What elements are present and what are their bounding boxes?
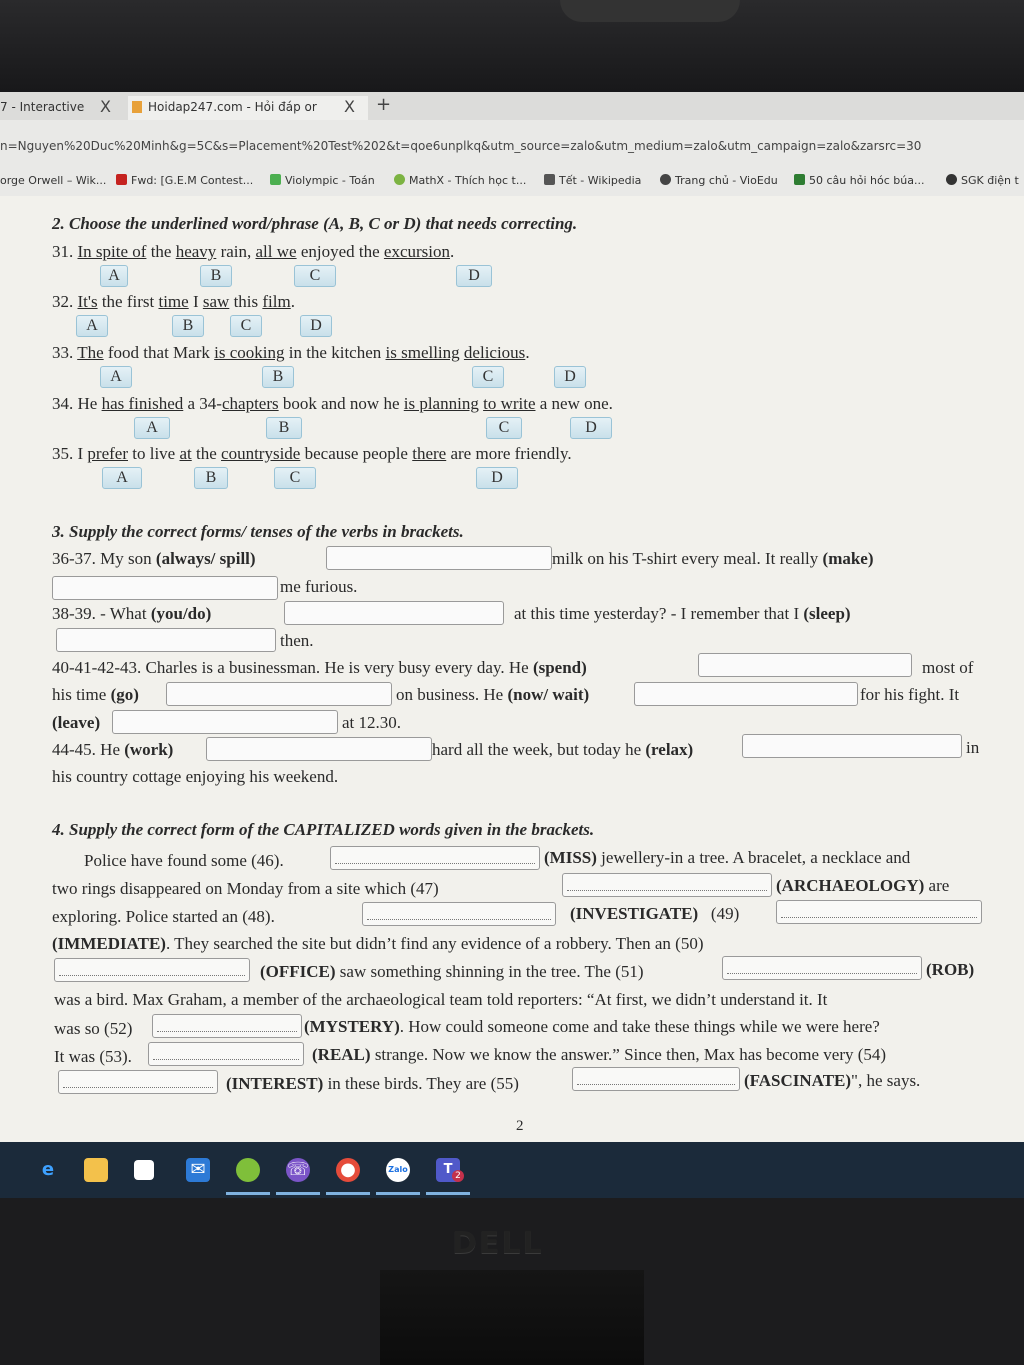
passage-line1: Police have found some (46). (84, 851, 284, 870)
monitor-bezel-top (0, 0, 1024, 92)
answer-49-input[interactable] (776, 900, 982, 924)
tab-label: Hoidap247.com - Hỏi đáp or (148, 100, 317, 114)
passage-line2-end: (ARCHAEOLOGY) are (776, 876, 950, 895)
question-40-43-line1-end: most of (922, 658, 974, 677)
passage-line4: (IMMEDIATE). They searched the site but didn’t find any evidence of a robbery. Then an (50) (52, 934, 704, 953)
passage-line8-end: (REAL) strange. Now we know the answer.” Since then, Max has become very (54) (312, 1045, 887, 1064)
answer-41-input[interactable] (166, 682, 392, 706)
question-36-37-line1-end: milk on his T-shirt every meal. It really (make) (552, 549, 874, 568)
q31-option-d[interactable]: D (456, 265, 492, 287)
question-31: 31. In spite of the heavy rain, all we enjoyed the excursion. (52, 242, 455, 261)
answer-43-input[interactable] (112, 710, 338, 734)
sgk-icon (946, 174, 957, 185)
passage-line8: It was (53). (54, 1047, 132, 1066)
store-icon[interactable] (134, 1160, 154, 1180)
wikipedia-icon (544, 174, 555, 185)
q32-option-c[interactable]: C (230, 315, 262, 337)
gmail-icon (116, 174, 127, 185)
answer-46-input[interactable] (330, 846, 540, 870)
bookmark-mathx[interactable] (394, 170, 526, 192)
edge-icon[interactable]: e (41, 1159, 55, 1180)
windows-taskbar (0, 1142, 1024, 1198)
bookmarks-bar (0, 170, 1024, 192)
question-36-37-line2: me furious. (280, 577, 358, 596)
tab-label: 7 - Interactive (0, 100, 85, 114)
zalo-icon[interactable]: Zalo (386, 1158, 410, 1182)
passage-line7-end: (MYSTERY). How could someone come and take these things while we were here? (304, 1017, 880, 1036)
question-35: 35. I prefer to live at the countryside because people there are more friendly. (52, 444, 572, 463)
tab-interactive[interactable] (0, 96, 128, 120)
q34-option-b[interactable]: B (266, 417, 302, 439)
passage-line5-end: (ROB) (926, 960, 975, 979)
q34-option-c[interactable]: C (486, 417, 522, 439)
bookmark-gem-contest[interactable] (116, 170, 253, 192)
question-44-45-line1-mid: hard all the week, but today he (relax) (432, 740, 694, 759)
screen (0, 92, 1024, 1198)
bookmark-label: MathX - Thích học t... (409, 174, 527, 187)
passage-line9-end: (FASCINATE)", he says. (744, 1071, 921, 1090)
answer-50-input[interactable] (54, 958, 250, 982)
answer-51-input[interactable] (722, 956, 922, 980)
chrome-icon[interactable]: ● (336, 1158, 360, 1182)
mathx-icon (394, 174, 405, 185)
new-tab-button[interactable]: + (376, 94, 392, 115)
q34-option-d[interactable]: D (570, 417, 612, 439)
bookmark-label: Tết - Wikipedia (559, 174, 642, 187)
house-icon (794, 174, 805, 185)
vioedu-icon (660, 174, 671, 185)
q35-option-b[interactable]: B (194, 467, 228, 489)
active-app-indicator (426, 1192, 470, 1195)
question-38-39-line1-end: at this time yesterday? - I remember that I (sleep) (514, 604, 851, 623)
url-text: n=Nguyen%20Duc%20Minh&g=5C&s=Placement%20Test%202&t=qoe6unplkq&utm_source=zalo&utm_medium=zalo&utm_campaign=zalo&zarsrc=30 (0, 139, 922, 153)
question-44-45-line1-end: in (966, 738, 980, 757)
answer-47-input[interactable] (562, 873, 772, 897)
q33-option-d[interactable]: D (554, 366, 586, 388)
close-tab-icon[interactable]: X (344, 97, 355, 116)
question-44-45-line2: his country cottage enjoying his weekend. (52, 767, 339, 786)
bookmark-label: SGK điện t (961, 174, 1019, 187)
passage-line1-end: (MISS) jewellery-in a tree. A bracelet, a necklace and (544, 848, 911, 867)
teams-icon[interactable]: T (436, 1158, 460, 1182)
q31-option-a[interactable]: A (100, 265, 128, 287)
answer-55-input[interactable] (572, 1067, 740, 1091)
tab-hoidap247[interactable] (128, 96, 368, 120)
answer-36-input[interactable] (326, 546, 552, 570)
answer-44-input[interactable] (206, 737, 432, 761)
question-34: 34. He has finished a 34-chapters book and now he is planning to write a new one. (52, 394, 613, 413)
bookmark-label: Trang chủ - VioEdu (675, 174, 778, 187)
answer-48-input[interactable] (362, 902, 556, 926)
answer-40-input[interactable] (698, 653, 912, 677)
q32-option-a[interactable]: A (76, 315, 108, 337)
answer-42-input[interactable] (634, 682, 858, 706)
active-app-indicator (376, 1192, 420, 1195)
mail-icon[interactable]: ✉ (186, 1158, 210, 1182)
answer-45-input[interactable] (742, 734, 962, 758)
file-explorer-icon[interactable] (84, 1158, 108, 1182)
q35-option-d[interactable]: D (476, 467, 518, 489)
question-36-37-line1: 36-37. My son (always/ spill) (52, 549, 256, 568)
question-38-39-line1: 38-39. - What (you/do) (52, 604, 212, 623)
webcam (560, 0, 740, 22)
close-tab-icon[interactable]: X (100, 97, 111, 116)
bookmark-orwell[interactable] (0, 170, 106, 192)
section4-title: 4. Supply the correct form of the CAPITALIZED words given in the brackets. (52, 820, 595, 839)
bookmark-tet-wikipedia[interactable] (544, 170, 641, 192)
passage-line5: (OFFICE) saw something shinning in the tree. The (51) (260, 962, 644, 981)
active-app-indicator (326, 1192, 370, 1195)
question-33: 33. The food that Mark is cooking in the kitchen is smelling delicious. (52, 343, 530, 362)
answer-53-input[interactable] (148, 1042, 304, 1066)
answer-52-input[interactable] (152, 1014, 302, 1038)
q35-option-a[interactable]: A (102, 467, 142, 489)
hoidap-favicon-icon (132, 101, 142, 113)
section3-title: 3. Supply the correct forms/ tenses of the verbs in brackets. (52, 522, 464, 541)
worksheet-page (0, 196, 1024, 1146)
question-40-43-line2-mid: on business. He (now/ wait) (396, 685, 590, 704)
section2-title: 2. Choose the underlined word/phrase (A, B, C or D) that needs correcting. (52, 214, 578, 233)
teams-badge: 2 (452, 1170, 464, 1182)
violympic-icon (270, 174, 281, 185)
bookmark-sgk[interactable] (946, 170, 1019, 192)
question-40-43-line3: (leave) (52, 713, 101, 732)
passage-line2: two rings disappeared on Monday from a site which (47) (52, 879, 439, 898)
q33-option-c[interactable]: C (472, 366, 504, 388)
passage-line3: exploring. Police started an (48). (52, 907, 275, 926)
question-32: 32. It's the first time I saw this film. (52, 292, 295, 311)
chrome-canary-icon[interactable] (236, 1158, 260, 1182)
q33-option-a[interactable]: A (100, 366, 132, 388)
passage-line9: (INTEREST) in these birds. They are (55) (226, 1074, 519, 1093)
bookmark-label: 50 câu hỏi hóc búa... (809, 174, 925, 187)
active-app-indicator (226, 1192, 270, 1195)
question-44-45-line1: 44-45. He (work) (52, 740, 174, 759)
question-40-43-line2: his time (go) (52, 685, 139, 704)
q34-option-a[interactable]: A (134, 417, 170, 439)
q35-option-c[interactable]: C (274, 467, 316, 489)
q31-option-b[interactable]: B (200, 265, 232, 287)
bookmark-violympic[interactable] (270, 170, 375, 192)
passage-line6: was a bird. Max Graham, a member of the archaeological team told reporters: “At first, we didn’t understand it. It (54, 990, 828, 1009)
bookmark-vioedu[interactable] (660, 170, 778, 192)
active-app-indicator (276, 1192, 320, 1195)
viber-icon[interactable]: ☏ (286, 1159, 310, 1180)
bookmark-label: Fwd: [G.E.M Contest... (131, 174, 254, 187)
question-40-43-line1: 40-41-42-43. Charles is a businessman. He is very busy every day. He (spend) (52, 658, 587, 677)
address-bar[interactable] (0, 134, 1024, 158)
monitor-stand (380, 1270, 644, 1365)
q31-option-c[interactable]: C (294, 265, 336, 287)
answer-39-input[interactable] (56, 628, 276, 652)
question-40-43-line3-end: at 12.30. (342, 713, 402, 732)
page-number: 2 (516, 1118, 524, 1134)
answer-37-input[interactable] (52, 576, 278, 600)
question-38-39-line2: then. (280, 631, 314, 650)
q32-option-b[interactable]: B (172, 315, 204, 337)
bookmark-50-cau-hoi[interactable] (794, 170, 924, 192)
q33-option-b[interactable]: B (262, 366, 294, 388)
answer-38-input[interactable] (284, 601, 504, 625)
bookmark-label: orge Orwell – Wik... (0, 174, 107, 187)
browser-tab-bar (0, 92, 1024, 120)
answer-54-input[interactable] (58, 1070, 218, 1094)
bookmark-label: Violympic - Toán (285, 174, 375, 187)
question-40-43-line2-end: for his fight. It (860, 685, 960, 704)
monitor-brand-logo: DELL (452, 1226, 544, 1261)
passage-line3-end: (INVESTIGATE) (49) (570, 904, 740, 923)
q32-option-d[interactable]: D (300, 315, 332, 337)
passage-line7: was so (52) (54, 1019, 133, 1038)
